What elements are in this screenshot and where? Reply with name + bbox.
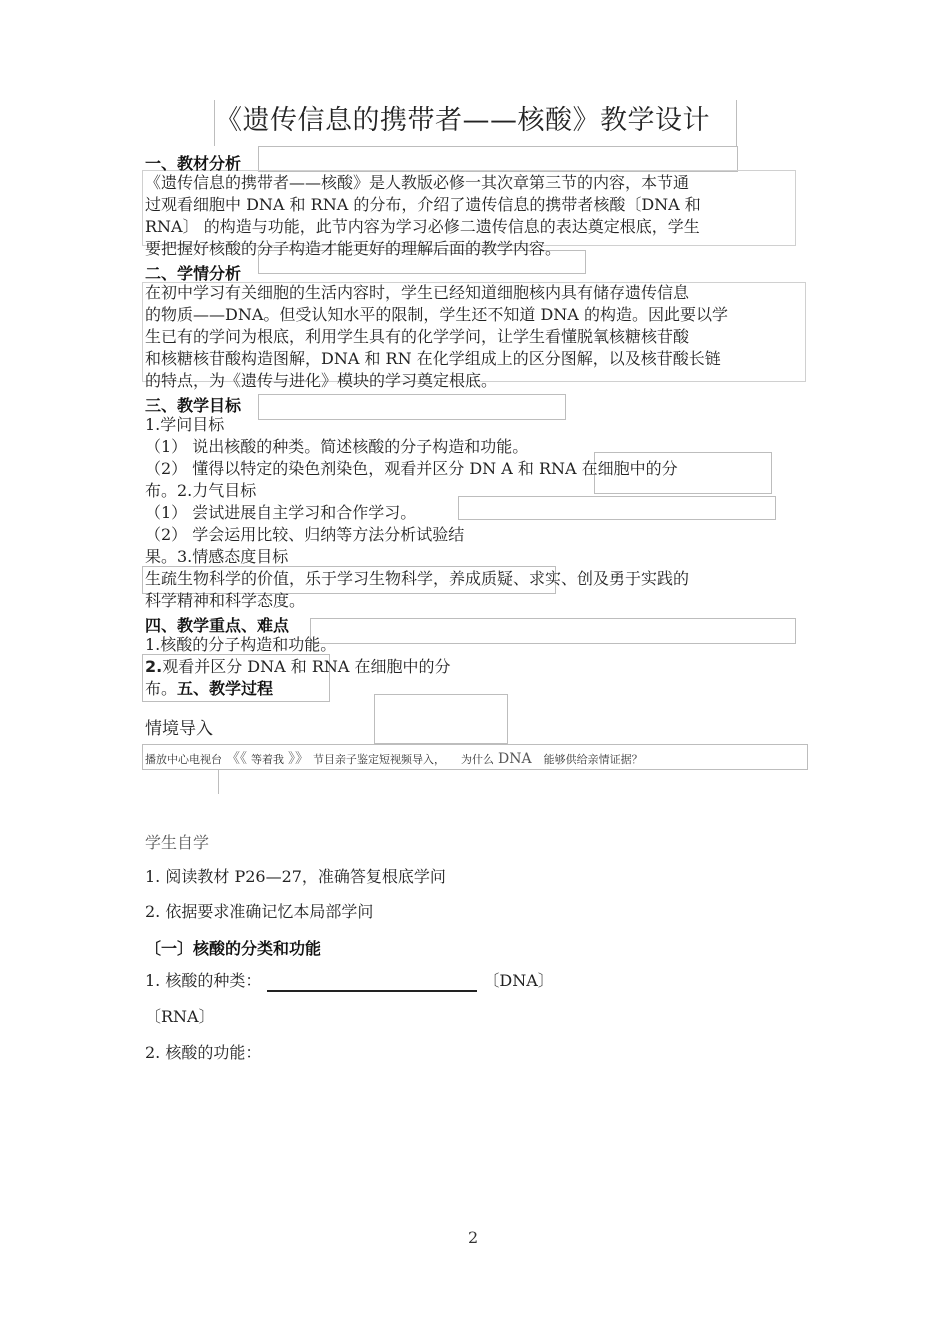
sub-heading-classification: 〔一〕核酸的分类和功能 bbox=[145, 939, 322, 958]
frame-line bbox=[736, 100, 737, 146]
self-study-item: 1. 阅读教材 P26—27，准确答复根底学问 bbox=[145, 867, 446, 886]
intro-text: 等着我 bbox=[251, 753, 284, 766]
intro-text: 节目亲子鉴定短视频导入， bbox=[313, 753, 445, 766]
self-study-heading: 学生自学 bbox=[145, 833, 210, 852]
goal-line: （2） 学会运用比较、归纳等方法分析试验结 bbox=[145, 525, 465, 544]
paragraph-line: 过观看细胞中 DNA 和 RNA 的分布，介绍了遗传信息的携带者核酸〔DNA 和 bbox=[145, 195, 701, 214]
frame-box bbox=[458, 496, 776, 520]
section-heading-teaching-process: 五、教学过程 bbox=[177, 679, 274, 698]
quote-mark: 》》 bbox=[288, 751, 309, 767]
frame-box bbox=[258, 394, 566, 420]
intro-text: 能够供给亲情证据？ bbox=[543, 753, 643, 766]
section-heading-student-analysis: 二、学情分析 bbox=[145, 264, 242, 283]
frame-line bbox=[218, 770, 219, 794]
page-number: 2 bbox=[468, 1228, 479, 1247]
key-point-line bbox=[145, 656, 451, 678]
answer-blank[interactable] bbox=[267, 974, 477, 992]
intro-text: 播放中心电视台 bbox=[145, 753, 222, 766]
intro-heading: 情境导入 bbox=[145, 719, 213, 739]
self-study-item: 2. 依据要求准确记忆本局部学问 bbox=[145, 902, 374, 921]
key-point-text: 布。 bbox=[145, 679, 178, 698]
goal-line: 果。3.情感态度目标 bbox=[145, 547, 289, 566]
paragraph-line: 和核糖核苷酸构造图解，DNA 和 RN 在化学组成上的区分图解，以及核苷酸长链 bbox=[145, 349, 721, 368]
quote-mark: 《《 bbox=[226, 751, 247, 767]
function-question: 2. 核酸的功能： bbox=[145, 1043, 262, 1062]
intro-text: 为什么 bbox=[461, 753, 494, 766]
paragraph-line: 在初中学习有关细胞的生活内容时，学生已经知道细胞核内具有储存遗传信息 bbox=[145, 283, 690, 302]
paragraph-line: 的特点，为《遗传与进化》模块的学习奠定根底。 bbox=[145, 371, 498, 390]
frame-box bbox=[258, 146, 738, 172]
frame-box bbox=[310, 618, 796, 644]
frame-box bbox=[374, 694, 508, 744]
key-point-text: 观看并区分 DNA 和 RNA 在细胞中的分 bbox=[162, 657, 451, 676]
paragraph-line: RNA〕 的构造与功能，此节内容为学习必修二遗传信息的表达奠定根底，学生 bbox=[145, 217, 700, 236]
intro-line bbox=[145, 748, 643, 768]
paragraph-line: 要把握好核酸的分子构造才能更好的理解后面的教学内容。 bbox=[145, 239, 562, 258]
section-heading-textbook-analysis: 一、教材分析 bbox=[145, 154, 242, 173]
goal-line: 生疏生物科学的价值，乐于学习生物科学，养成质疑、求实、创及勇于实践的 bbox=[145, 569, 690, 588]
kind-dna: 〔DNA〕 bbox=[483, 971, 554, 990]
goal-line: 科学精神和科学态度。 bbox=[145, 591, 306, 610]
paragraph-line: 《遗传信息的携带者——核酸》是人教版必修一其次章第三节的内容，本节通 bbox=[145, 173, 690, 192]
goal-line: 布。2.力气目标 bbox=[145, 481, 257, 500]
goal-line: （2） 懂得以特定的染色剂染色，观看并区分 DN A 和 RNA 在细胞中的分 bbox=[145, 459, 678, 478]
paragraph-line: 的物质——DNA。但受认知水平的限制，学生还不知道 DNA 的构造。因此要以学 bbox=[145, 305, 728, 324]
key-point-line: 1.核酸的分子构造和功能。 bbox=[145, 635, 337, 654]
kind-question bbox=[145, 970, 554, 992]
kind-rna: 〔RNA〕 bbox=[145, 1007, 215, 1026]
key-point-line bbox=[145, 678, 273, 700]
goal-line: 1.学问目标 bbox=[145, 415, 225, 434]
goal-line: （1） 说出核酸的种类。简述核酸的分子构造和功能。 bbox=[145, 437, 529, 456]
intro-text: DNA bbox=[498, 751, 532, 767]
paragraph-line: 生已有的学问为根底，利用学生具有的化学学问，让学生看懂脱氧核糖核苷酸 bbox=[145, 327, 690, 346]
section-heading-key-points: 四、教学重点、难点 bbox=[145, 616, 290, 635]
section-heading-teaching-goals: 三、教学目标 bbox=[145, 396, 242, 415]
document-title: 《遗传信息的携带者——核酸》教学设计 bbox=[215, 105, 710, 136]
key-point-number: 2. bbox=[145, 657, 163, 676]
kind-label: 1. 核酸的种类： bbox=[145, 971, 262, 990]
goal-line: （1） 尝试进展自主学习和合作学习。 bbox=[145, 503, 417, 522]
